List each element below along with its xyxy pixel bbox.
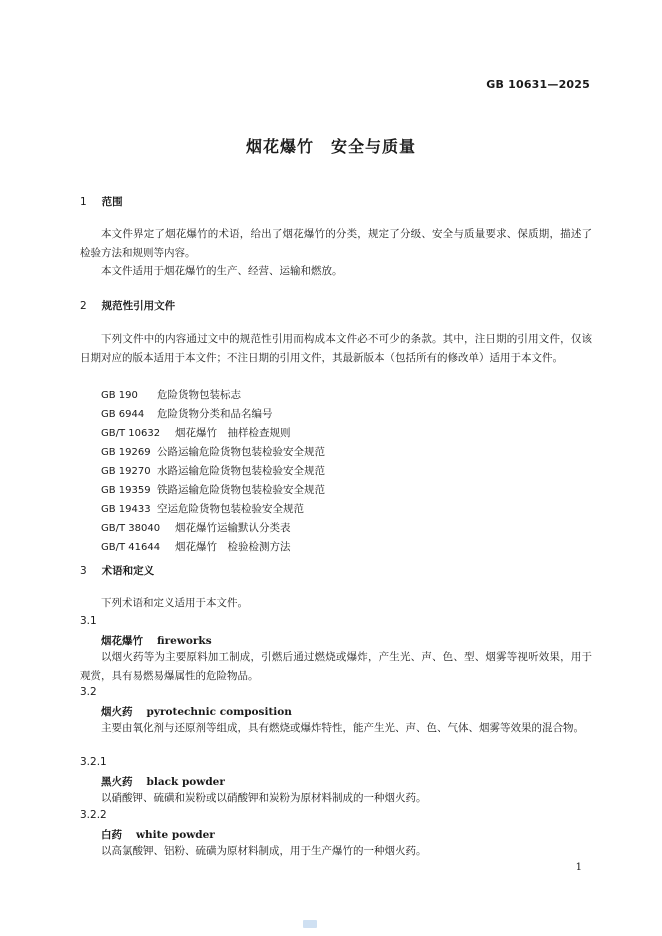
- reference-name: 烟花爆竹 抽样检查规则: [175, 427, 291, 439]
- reference-name: 水路运输危险货物包装检验安全规范: [157, 465, 325, 477]
- term-zh: 烟花爆竹: [101, 635, 143, 647]
- watermark-icon: [303, 920, 317, 928]
- section-heading-terms: [80, 563, 154, 578]
- reference-item: [101, 463, 325, 478]
- reference-code: GB 19433: [101, 504, 151, 515]
- term-number: 3.2.1: [80, 756, 107, 768]
- reference-item: [101, 387, 241, 402]
- reference-item: [101, 539, 291, 554]
- reference-code: GB 19269: [101, 447, 151, 458]
- term-entry: [101, 704, 292, 719]
- term-entry: [101, 633, 212, 648]
- reference-name: 铁路运输危险货物包装检验安全规范: [157, 484, 325, 496]
- term-zh: 白药: [101, 829, 122, 841]
- reference-name: 烟花爆竹运输默认分类表: [175, 522, 291, 534]
- reference-code: GB 190: [101, 390, 138, 401]
- term-entry: [101, 774, 225, 789]
- reference-item: [101, 482, 325, 497]
- term-en: pyrotechnic composition: [146, 706, 292, 718]
- reference-name: 公路运输危险货物包装检验安全规范: [157, 446, 325, 458]
- term-en: white powder: [136, 829, 215, 841]
- reference-code: GB 19270: [101, 466, 151, 477]
- standard-number: GB 10631—2025: [486, 78, 590, 91]
- section-number: 3: [80, 565, 87, 577]
- term-number: 3.2.2: [80, 809, 107, 821]
- reference-item: [101, 406, 273, 421]
- references-intro: 下列文件中的内容通过文中的规范性引用而构成本文件必不可少的条款。其中，注日期的引用文件，仅该日期对应的版本适用于本文件；不注日期的引用文件，其最新版本（包括所有的修改单）适用于本文件。: [80, 333, 592, 364]
- terms-intro: 下列术语和定义适用于本文件。: [101, 597, 248, 609]
- reference-item: [101, 520, 291, 535]
- reference-name: 空运危险货物包装检验安全规范: [157, 503, 304, 515]
- reference-name: 烟花爆竹 检验检测方法: [175, 541, 291, 553]
- page-number: 1: [575, 862, 582, 873]
- section-title: 规范性引用文件: [101, 300, 176, 312]
- section-title: 范围: [101, 196, 123, 208]
- reference-item: [101, 501, 304, 516]
- term-definition: 以烟火药等为主要原料加工制成，引燃后通过燃烧或爆炸，产生光、声、色、型、烟雾等视听效果，用于观赏，具有易燃易爆属性的危险物品。: [80, 651, 592, 682]
- term-number: 3.1: [80, 615, 97, 627]
- section-heading-normative-references: [80, 298, 175, 313]
- reference-code: GB/T 10632: [101, 428, 161, 439]
- section-number: 1: [80, 196, 87, 208]
- document-title: 烟花爆竹 安全与质量: [245, 137, 416, 156]
- reference-code: GB/T 41644: [101, 542, 161, 553]
- reference-name: 危险货物分类和品名编号: [157, 408, 273, 420]
- reference-name: 危险货物包装标志: [157, 389, 241, 401]
- section-number: 2: [80, 300, 87, 312]
- term-en: black powder: [146, 776, 225, 788]
- reference-item: [101, 425, 291, 440]
- reference-item: [101, 444, 325, 459]
- term-zh: 烟火药: [101, 706, 133, 718]
- term-definition: 主要由氧化剂与还原剂等组成，具有燃烧或爆炸特性，能产生光、声、色、气体、烟雾等效果的混合物。: [101, 722, 584, 734]
- term-definition: 以高氯酸钾、铝粉、硫磺为原材料制成，用于生产爆竹的一种烟火药。: [101, 845, 427, 857]
- section-heading-scope: [80, 194, 123, 209]
- term-entry: [101, 827, 215, 842]
- reference-code: GB 6944: [101, 409, 145, 420]
- section-title: 术语和定义: [101, 565, 155, 577]
- scope-paragraph-1: 本文件界定了烟花爆竹的术语，给出了烟花爆竹的分类，规定了分级、安全与质量要求、保质期，描述了检验方法和规则等内容。: [80, 228, 592, 259]
- term-en: fireworks: [157, 635, 212, 647]
- term-number: 3.2: [80, 686, 97, 698]
- reference-code: GB/T 38040: [101, 523, 161, 534]
- reference-code: GB 19359: [101, 485, 151, 496]
- term-zh: 黑火药: [101, 776, 133, 788]
- scope-paragraph-2: 本文件适用于烟花爆竹的生产、经营、运输和燃放。: [101, 265, 343, 277]
- term-definition: 以硝酸钾、硫磺和炭粉或以硝酸钾和炭粉为原材料制成的一种烟火药。: [101, 792, 427, 804]
